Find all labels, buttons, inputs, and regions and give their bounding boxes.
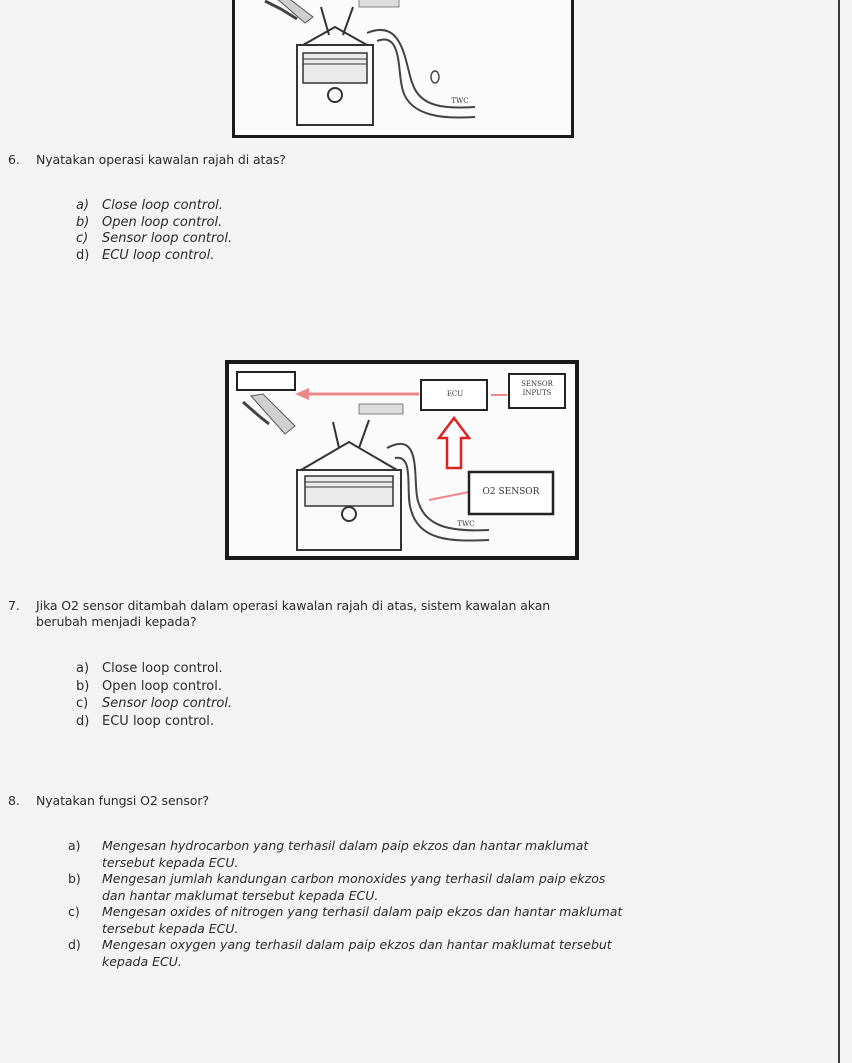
option-a[interactable]: a) Mengesan hydrocarbon yang terhasil dalam paip ekzos dan hantar maklumat tersebut kepada ECU. xyxy=(68,838,589,870)
o2-sensor-label: O2 SENSOR xyxy=(482,487,540,497)
question-text-line1: Jika O2 sensor ditambah dalam operasi kawalan rajah di atas, sistem kawalan akan xyxy=(36,598,551,613)
twc-label: TWC xyxy=(457,520,475,528)
question-8 xyxy=(8,793,209,809)
option-b[interactable]: b) Open loop control. xyxy=(76,678,222,694)
option-c[interactable]: c) Sensor loop control. xyxy=(76,231,233,246)
engine-illustration xyxy=(235,0,571,135)
option-c[interactable]: c) Sensor loop control. xyxy=(76,696,233,711)
question-7 xyxy=(8,598,808,630)
option-c[interactable]: c) Mengesan oxides of nitrogen yang terhasil dalam paip ekzos dan hantar maklumat tersebut kepada ECU. xyxy=(68,904,623,936)
question-number: 7. xyxy=(8,598,20,613)
ecu-label: ECU xyxy=(446,390,464,398)
question-7-options xyxy=(76,660,232,730)
question-text: Nyatakan operasi kawalan rajah di atas? xyxy=(36,152,286,167)
option-d[interactable]: d) Mengesan oxygen yang terhasil dalam paip ekzos dan hantar maklumat tersebut kepada ECU. xyxy=(68,937,612,969)
option-d[interactable]: d) ECU loop control. xyxy=(76,713,215,729)
page-right-border xyxy=(838,0,840,1063)
option-d[interactable]: d) ECU loop control. xyxy=(76,247,215,263)
question-text-line2: berubah menjadi kepada? xyxy=(36,614,197,629)
question-8-options xyxy=(68,838,818,970)
option-b[interactable]: b) Open loop control. xyxy=(76,214,223,230)
option-a[interactable]: a) Close loop control. xyxy=(76,198,223,213)
question-6-options xyxy=(76,198,232,264)
twc-label: TWC xyxy=(451,97,469,105)
question-number: 6. xyxy=(8,152,20,167)
question-6 xyxy=(8,152,286,168)
engine-diagram-open-loop xyxy=(232,0,574,138)
engine-diagram-closed-loop xyxy=(225,360,579,560)
option-b[interactable]: b) Mengesan jumlah kandungan carbon monoxides yang terhasil dalam paip ekzos dan hantar maklumat tersebut kepada ECU. xyxy=(68,871,606,903)
option-a[interactable]: a) Close loop control. xyxy=(76,661,223,676)
sensor-inputs-label: SENSOR INPUTS xyxy=(521,380,553,397)
question-text: Nyatakan fungsi O2 sensor? xyxy=(36,793,209,808)
question-number: 8. xyxy=(8,793,20,808)
